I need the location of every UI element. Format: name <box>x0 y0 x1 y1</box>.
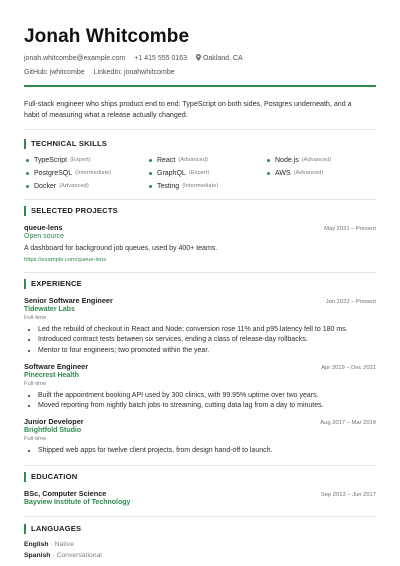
job-type: Full-time <box>24 315 47 321</box>
section-heading <box>24 279 376 289</box>
degree: BSc, Computer Science <box>24 488 107 498</box>
divider <box>24 129 376 130</box>
skills-title: TECHNICAL SKILLS <box>31 139 108 148</box>
job-role: Senior Software Engineer <box>24 296 113 305</box>
skill-item <box>149 169 267 178</box>
job-entry <box>24 417 376 456</box>
project-date: May 2021 – Present <box>324 226 376 232</box>
language-level: · Native <box>50 540 74 548</box>
languages-section <box>24 524 376 561</box>
languages-list <box>24 539 376 561</box>
job-date: Aug 2017 – Mar 2019 <box>320 420 376 427</box>
section-heading <box>24 524 376 534</box>
language-level: · Conversational <box>52 551 102 559</box>
skill-level: (Expert) <box>188 170 210 176</box>
phone-number: +1 415 555 0163 <box>134 55 188 62</box>
job-date: Jan 2022 – Present <box>325 299 376 305</box>
section-accent-bar <box>24 206 26 216</box>
section-heading <box>24 472 376 482</box>
bullet-dot <box>26 159 29 162</box>
job-date: Apr 2019 – Dec 2021 <box>321 364 376 371</box>
job-bullets <box>24 446 376 456</box>
job-bullet: • Built the appointment booking API used by 300 clinics, with 99.95% uptime over two years. <box>38 391 376 401</box>
section-accent-bar <box>24 279 26 289</box>
skill-level: (Advanced) <box>178 157 208 163</box>
job-company: Pinecrest Health <box>24 371 79 379</box>
divider <box>24 199 376 200</box>
job-company: Brightfold Studio <box>24 427 82 435</box>
projects-title: SELECTED PROJECTS <box>31 206 118 215</box>
skill-name: PostgreSQL <box>34 170 73 177</box>
skill-name: React <box>157 157 176 164</box>
section-heading <box>24 139 376 149</box>
skill-name: TypeScript <box>34 157 68 164</box>
skill-item <box>149 182 267 191</box>
skill-name: GraphQL <box>157 170 186 177</box>
bullet-dot <box>26 185 29 188</box>
header-rule <box>24 85 376 87</box>
email-link[interactable]: jonah.whitcombe@example.com <box>24 55 126 62</box>
job-bullets <box>24 325 376 356</box>
language-name: English <box>24 540 49 548</box>
skills-grid <box>24 156 376 191</box>
project-link[interactable]: https://example.com/queue-lens <box>24 257 107 263</box>
language-name: Spanish <box>24 551 51 559</box>
experience-section <box>24 279 376 457</box>
languages-title: LANGUAGES <box>31 523 82 533</box>
section-accent-bar <box>24 472 26 482</box>
skill-item <box>26 182 149 191</box>
job-role: Software Engineer <box>24 361 89 371</box>
job-role: Junior Developer <box>24 417 84 427</box>
pin-icon <box>196 54 201 61</box>
skill-level: (Expert) <box>70 157 91 163</box>
skill-name: AWS <box>275 170 291 177</box>
bullet-dot <box>267 172 270 175</box>
skills-section <box>24 139 376 191</box>
summary: Full-stack engineer who ships product end to end: TypeScript on both sides, Postgres underneath, and a habit of measuring what a release actually changed. <box>24 100 352 119</box>
section-accent-bar <box>24 524 26 534</box>
job-bullet: • Mentor to four engineers; two promoted within the year. <box>38 346 376 356</box>
skill-level: (Intermediate) <box>75 170 112 176</box>
bullet-dot <box>26 172 29 175</box>
projects-section <box>24 206 376 264</box>
skill-name: Docker <box>34 183 57 190</box>
bullet-dot <box>267 159 270 162</box>
skill-item <box>26 169 149 178</box>
skill-item <box>26 156 149 165</box>
candidate-name: Jonah Whitcombe <box>24 26 190 47</box>
skill-item <box>149 156 267 165</box>
education-date: Sep 2013 – Jun 2017 <box>320 491 376 498</box>
github-link[interactable]: GitHub: jwhitcombe <box>24 69 85 76</box>
language-item <box>24 539 376 550</box>
project-tag: Open source <box>24 233 65 240</box>
skill-name: Testing <box>157 183 180 190</box>
skill-name: Node.js <box>275 157 299 164</box>
skill-level: (Advanced) <box>59 183 89 189</box>
job-company: Tidewater Labs <box>24 306 75 313</box>
section-heading <box>24 206 376 216</box>
language-item <box>24 550 376 561</box>
job-type: Full-time <box>24 436 47 443</box>
job-bullets <box>24 391 376 412</box>
linkedin-link[interactable]: LinkedIn: jonahwhitcombe <box>93 69 175 76</box>
section-accent-bar <box>24 139 26 149</box>
project-name: queue-lens <box>24 223 63 232</box>
location-text: Oakland, CA <box>202 55 243 62</box>
education-entry <box>24 489 376 507</box>
job-type: Full-time <box>24 380 47 387</box>
bullet-dot <box>149 159 152 162</box>
education-title: EDUCATION <box>31 471 78 481</box>
skill-level: (Intermediate) <box>182 183 219 189</box>
skill-item <box>267 156 377 165</box>
job-bullet: • Introduced contract tests between six services, ending a class of release-day rollbacks. <box>38 335 376 345</box>
education-section <box>24 472 376 507</box>
project-description: A dashboard for background job queues, used by 400+ teams. <box>24 245 218 252</box>
skill-item <box>267 169 377 178</box>
job-entry <box>24 296 376 356</box>
skill-level: (Advanced) <box>293 170 324 176</box>
bullet-dot <box>149 185 152 188</box>
job-bullet: • Shipped web apps for twelve client projects, from design hand-off to launch. <box>38 446 376 456</box>
job-bullet: • Moved reporting from nightly batch jobs to streaming, cutting data lag from a day to minutes. <box>38 401 376 411</box>
experience-title: EXPERIENCE <box>31 279 82 288</box>
contact-block <box>24 54 376 77</box>
job-entry <box>24 362 376 412</box>
divider <box>24 516 376 517</box>
location <box>196 54 243 63</box>
job-bullet: • Led the rebuild of checkout in React and Node; conversion rose 11% and p95 latency fell to 180 ms. <box>38 325 376 335</box>
skill-level: (Advanced) <box>301 157 332 163</box>
divider <box>24 272 376 273</box>
divider <box>24 465 376 466</box>
bullet-dot <box>149 172 152 175</box>
school: Bayview Institute of Technology <box>24 498 131 506</box>
project-entry <box>24 223 376 264</box>
